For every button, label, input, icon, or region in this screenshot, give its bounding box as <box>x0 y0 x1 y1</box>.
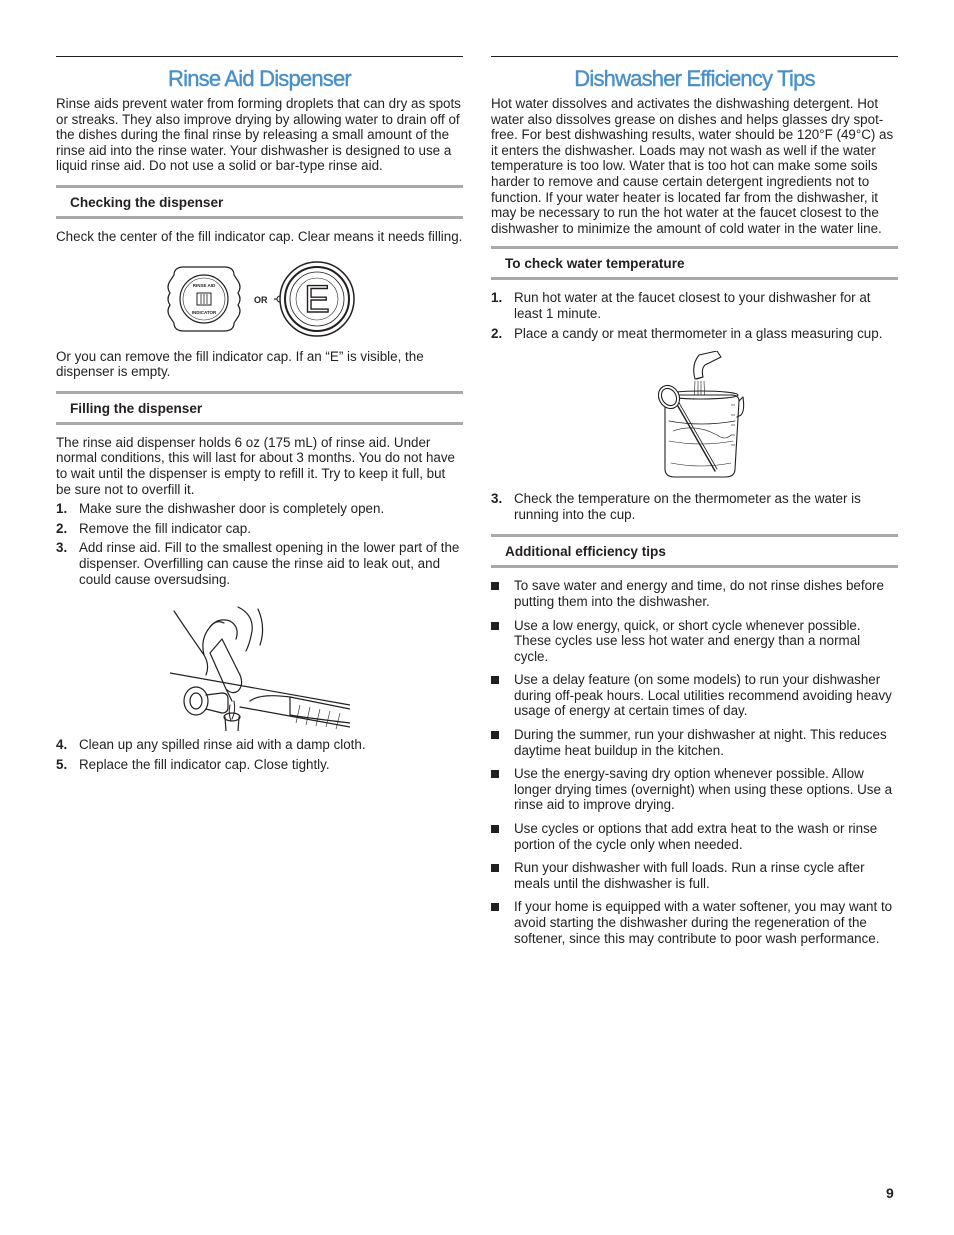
temperature-steps-after-list <box>491 491 898 522</box>
left-column <box>56 56 463 772</box>
thermometer-measuring-cup-figure <box>645 351 745 481</box>
checking-dispenser-heading: Checking the dispenser <box>56 185 463 219</box>
tip-text: Use a delay feature (on some models) to run your dishwasher during off-peak hours. Local utilities recommend avoiding heavy usage of energy at certain times of day. <box>514 672 892 719</box>
step-text: Make sure the dishwasher door is completely open. <box>79 501 385 517</box>
filling-dispenser-text: The rinse aid dispenser holds 6 oz (175 mL) of rinse aid. Under normal conditions, this will last for about 3 months. You do not have to wait until the dispenser is empty to refill it. Try to keep it full, but be sure not to overfill it. <box>56 434 455 497</box>
list-item <box>491 860 898 891</box>
pouring-rinse-aid-figure <box>170 605 350 731</box>
cap-letter-e: E <box>303 278 330 321</box>
list-item <box>491 618 898 665</box>
step-number: 3. <box>56 540 68 556</box>
list-item <box>491 491 898 522</box>
filling-steps-list <box>56 501 463 587</box>
list-item <box>491 766 898 813</box>
additional-tips-list <box>491 578 898 946</box>
tip-text: If your home is equipped with a water softener, you may want to avoid starting the dishwasher during the regeneration of the softener, since this may contribute to poor wash performance. <box>514 899 893 946</box>
square-bullet-icon <box>491 903 499 911</box>
list-item <box>491 672 898 719</box>
step-number: 5. <box>56 756 68 772</box>
square-bullet-icon <box>491 825 499 833</box>
list-item <box>56 501 463 517</box>
square-bullet-icon <box>491 770 499 778</box>
step-text: Run hot water at the faucet closest to your dishwasher for at least 1 minute. <box>514 290 871 321</box>
tip-text: Run your dishwasher with full loads. Run a rinse cycle after meals until the dishwasher is full. <box>514 860 865 891</box>
list-item <box>56 757 463 773</box>
tip-text: Use the energy-saving dry option whenever possible. Allow longer drying times (overnight) when using these options. Use a rinse aid to improve drying. <box>514 766 893 813</box>
list-item <box>491 578 898 609</box>
left-top-rule <box>56 56 463 57</box>
tip-text: To save water and energy and time, do not rinse dishes before putting them into the dishwasher. <box>514 578 884 609</box>
efficiency-intro: Hot water dissolves and activates the dishwashing detergent. Hot water also dissolves grease on dishes and helps glasses dry spot-free. For best dishwashing results, water should be 120°F (49°C) as it enters the dishwasher. Loads may not wash as well if the water temperature is too low. Water that is too hot can make some soils harder to remove and cause certain detergent ingredients not to function. If your water heater is located far from the dishwasher, it may be necessary to run the hot water at the faucet closest to the dishwasher to minimize the amount of cold water in the water line. <box>491 96 894 236</box>
or-label: OR <box>253 294 267 305</box>
right-top-rule <box>491 56 898 57</box>
step-number: 2. <box>56 520 68 536</box>
list-item <box>56 540 463 587</box>
step-text: Add rinse aid. Fill to the smallest opening in the lower part of the dispenser. Overfilling can cause the rinse aid to leak out, and could cause oversudsing. <box>79 540 460 587</box>
fill-indicator-cap-figure <box>150 259 370 339</box>
filling-dispenser-heading: Filling the dispenser <box>56 391 463 425</box>
step-number: 3. <box>491 491 503 507</box>
list-item <box>56 521 463 537</box>
page-number: 9 <box>886 1185 894 1201</box>
step-number: 1. <box>56 501 68 517</box>
rinse-aid-cap-icon <box>168 267 240 331</box>
step-text: Check the temperature on the thermometer as the water is running into the cup. <box>514 491 861 522</box>
rinse-aid-title: Rinse Aid Dispenser <box>168 66 351 91</box>
square-bullet-icon <box>491 731 499 739</box>
tip-text: During the summer, run your dishwasher at night. This reduces daytime heat buildup in the kitchen. <box>514 727 887 758</box>
check-water-temperature-heading: To check water temperature <box>491 246 898 280</box>
list-item <box>491 290 898 321</box>
step-text: Clean up any spilled rinse aid with a damp cloth. <box>79 737 366 753</box>
cap-label-bottom: INDICATOR <box>191 309 216 315</box>
rinse-aid-intro: Rinse aids prevent water from forming droplets that can dry as spots or streaks. They also improve drying by allowing water to drain off of the dishes during the final rinse by releasing a small amount of the rinse aid into the rinse water. Your dishwasher is designed to use a liquid rinse aid. Do not use a solid or bar-type rinse aid. <box>56 96 461 174</box>
checking-dispenser-after: Or you can remove the fill indicator cap. If an “E” is visible, the dispenser is empty. <box>56 348 424 380</box>
filling-steps-after-list <box>56 737 463 772</box>
step-text: Remove the fill indicator cap. <box>79 520 251 536</box>
cap-label-top: RINSE AID <box>192 282 215 288</box>
step-text: Replace the fill indicator cap. Close tightly. <box>79 756 330 772</box>
list-item <box>491 821 898 852</box>
empty-indicator-e-icon <box>274 262 354 336</box>
tip-text: Use cycles or options that add extra heat to the wash or rinse portion of the cycle only when needed. <box>514 821 878 852</box>
additional-tips-heading: Additional efficiency tips <box>491 534 898 568</box>
list-item <box>491 727 898 758</box>
step-text: Place a candy or meat thermometer in a glass measuring cup. <box>514 325 883 341</box>
list-item <box>491 899 898 946</box>
square-bullet-icon <box>491 676 499 684</box>
square-bullet-icon <box>491 622 499 630</box>
right-column <box>491 56 898 946</box>
step-number: 1. <box>491 290 503 306</box>
checking-dispenser-text: Check the center of the fill indicator cap. Clear means it needs filling. <box>56 228 463 244</box>
list-item <box>56 737 463 753</box>
efficiency-tips-title: Dishwasher Efficiency Tips <box>574 66 815 91</box>
square-bullet-icon <box>491 582 499 590</box>
square-bullet-icon <box>491 864 499 872</box>
temperature-steps-list <box>491 290 898 341</box>
step-number: 2. <box>491 325 503 341</box>
tip-text: Use a low energy, quick, or short cycle whenever possible. These cycles use less hot water and energy than a normal cycle. <box>514 617 861 664</box>
list-item <box>491 326 898 342</box>
step-number: 4. <box>56 737 68 753</box>
